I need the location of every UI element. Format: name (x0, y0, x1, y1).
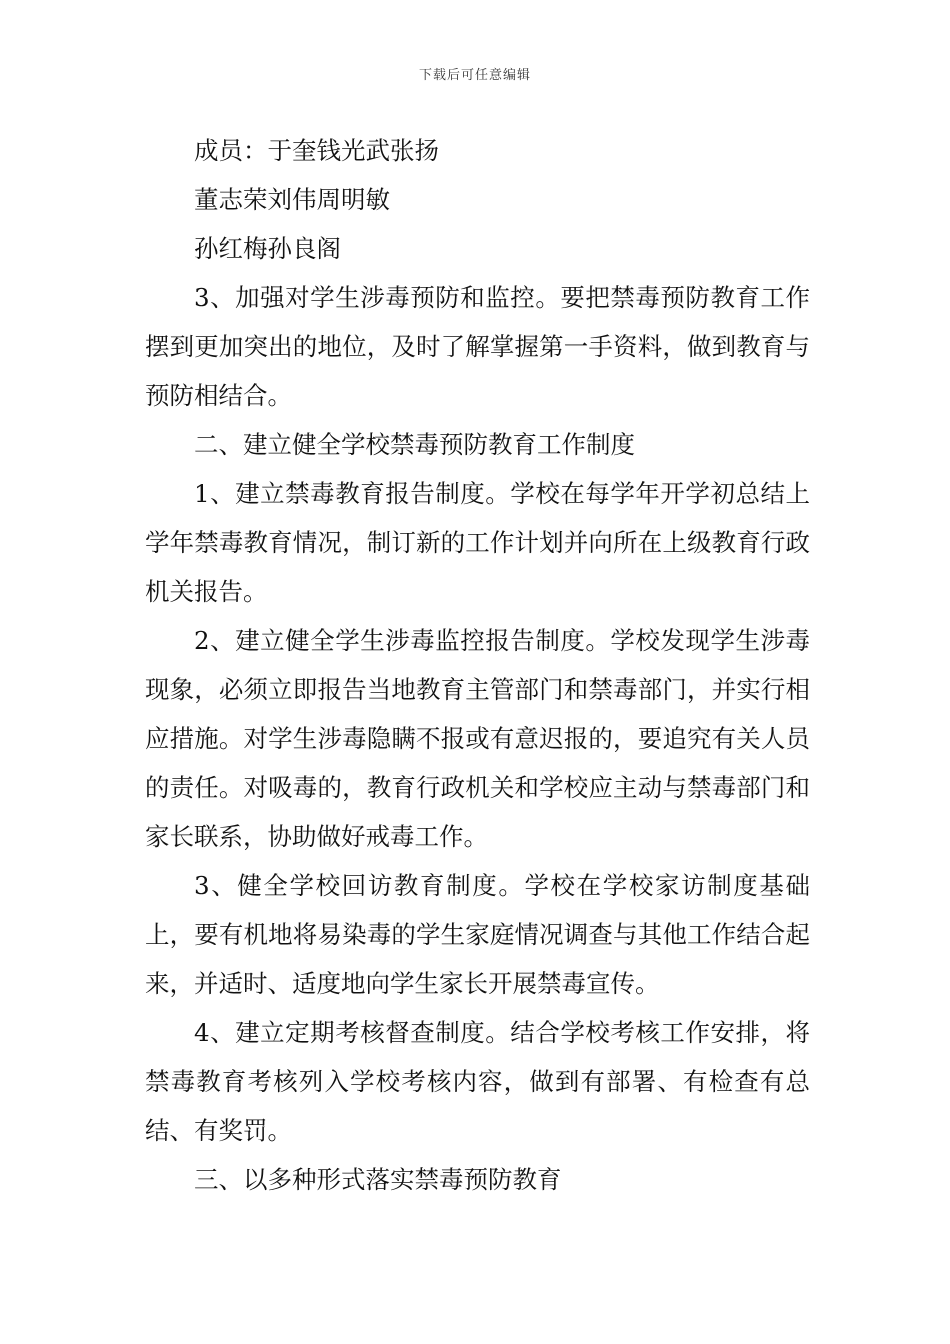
document-body (145, 126, 810, 1204)
paragraph-monitoring: 3、加强对学生涉毒预防和监控。要把禁毒预防教育工作摆到更加突出的地位，及时了解掌握第一手资料，做到教育与预防相结合。 (145, 283, 810, 410)
paragraph-assessment-system: 4、建立定期考核督查制度。结合学校考核工作安排，将禁毒教育考核列入学校考核内容，做到有部署、有检查有总结、有奖罚。 (145, 1018, 810, 1145)
members-line-1: 成员：于奎钱光武张扬 (194, 136, 439, 165)
paragraph-monitor-report-system: 2、建立健全学生涉毒监控报告制度。学校发现学生涉毒现象，必须立即报告当地教育主管部门和禁毒部门，并实行相应措施。对学生涉毒隐瞒不报或有意迟报的，要追究有关人员的责任。对吸毒的，教育行政机关和学校应主动与禁毒部门和家长联系，协助做好戒毒工作。 (145, 626, 810, 851)
paragraph-revisit-system: 3、健全学校回访教育制度。学校在学校家访制度基础上，要有机地将易染毒的学生家庭情况调查与其他工作结合起来，并适时、适度地向学生家长开展禁毒宣传。 (145, 871, 810, 998)
page-header-note: 下载后可任意编辑 (418, 68, 531, 83)
section-heading-2: 二、建立健全学校禁毒预防教育工作制度 (194, 430, 635, 459)
members-line-2: 董志荣刘伟周明敏 (194, 185, 390, 214)
section-heading-3: 三、以多种形式落实禁毒预防教育 (194, 1165, 562, 1194)
paragraph-report-system: 1、建立禁毒教育报告制度。学校在每学年开学初总结上学年禁毒教育情况，制订新的工作计划并向所在上级教育行政机关报告。 (145, 479, 810, 606)
members-line-3: 孙红梅孙良阁 (194, 234, 341, 263)
